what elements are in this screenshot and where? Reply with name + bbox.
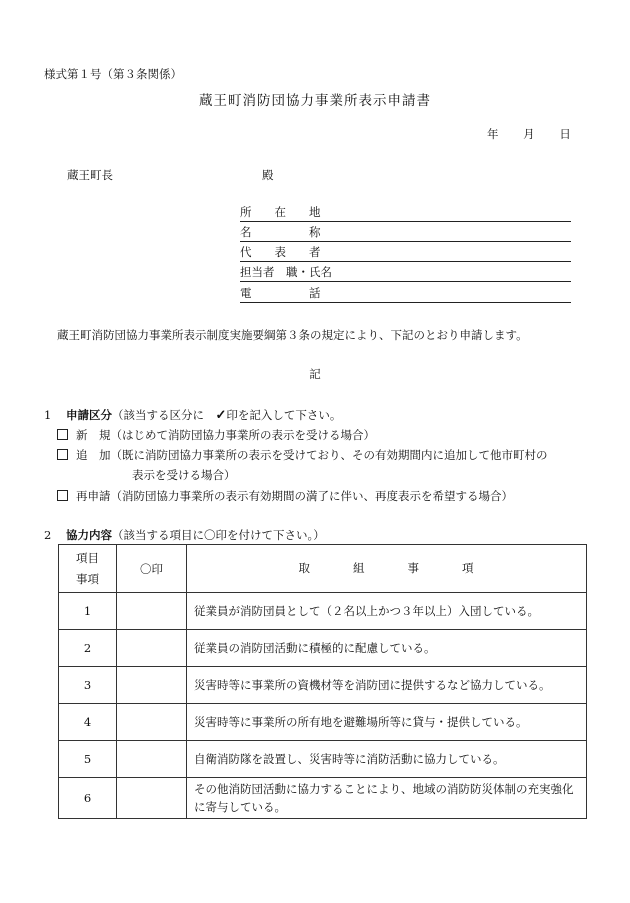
address-field[interactable] <box>240 202 571 222</box>
row-number: 1 <box>59 593 117 630</box>
company-name-label: 名 称 <box>240 225 321 239</box>
row-content: 災害時等に事業所の資機材等を消防団に提供するなど協力している。 <box>187 667 587 704</box>
check-mark-icon: ✓ <box>215 408 227 423</box>
header-content <box>187 545 587 593</box>
row-mark-cell[interactable] <box>117 704 187 741</box>
table-row <box>59 778 587 819</box>
checkbox-new[interactable] <box>57 429 68 440</box>
section2-heading <box>44 527 325 543</box>
row-mark-cell[interactable] <box>117 593 187 630</box>
table-row <box>59 593 587 630</box>
representative-label: 代 表 者 <box>240 245 321 259</box>
row-content: 従業員の消防団活動に積極的に配慮している。 <box>187 630 587 667</box>
table-row <box>59 630 587 667</box>
cooperation-table <box>58 544 587 819</box>
table-row <box>59 741 587 778</box>
option-new-label: 新 規 <box>76 428 111 442</box>
contact-person-label: 担当者 職・氏名 <box>240 265 332 279</box>
header-content-char: 事 <box>407 561 420 576</box>
header-item-line1: 項目 <box>76 550 99 565</box>
row-content: 自衛消防隊を設置し、災害時等に消防活動に協力している。 <box>187 741 587 778</box>
row-number: 5 <box>59 741 117 778</box>
section1-number: 1 <box>44 408 52 422</box>
ki-marker: 記 <box>309 367 321 381</box>
section1-title: 申請区分 <box>66 408 112 422</box>
row-mark-cell[interactable] <box>117 741 187 778</box>
option-add-label: 追 加 <box>76 448 111 462</box>
row-number: 2 <box>59 630 117 667</box>
section2-title: 協力内容 <box>66 528 112 542</box>
phone-field[interactable] <box>240 283 571 303</box>
table-header-row <box>59 545 587 593</box>
checkbox-reapply[interactable] <box>57 490 68 501</box>
row-mark-cell[interactable] <box>117 630 187 667</box>
header-item-line2: 事項 <box>76 571 99 586</box>
section2-note: （該当する項目に〇印を付けて下さい。） <box>112 528 325 542</box>
row-mark-cell[interactable] <box>117 667 187 704</box>
date-year: 年 <box>487 127 499 141</box>
option-add-desc: （既に消防団協力事業所の表示を受けており、その有効期間内に追加して他市町村の <box>110 448 548 462</box>
row-number: 4 <box>59 704 117 741</box>
option-add[interactable] <box>57 447 548 463</box>
row-content: その他消防団活動に協力することにより、地域の消防防災体制の充実強化に寄与している。 <box>187 778 587 819</box>
document-title: 蔵王町消防団協力事業所表示申請書 <box>199 93 431 109</box>
contact-person-field[interactable] <box>240 262 571 282</box>
header-mark: 〇印 <box>117 545 187 593</box>
company-name-field[interactable] <box>240 222 571 242</box>
table-row <box>59 704 587 741</box>
date-day: 日 <box>559 127 571 141</box>
section2-number: 2 <box>44 528 52 542</box>
option-new-desc: （はじめて消防団協力事業所の表示を受ける場合） <box>110 428 375 442</box>
header-content-char: 取 <box>298 561 311 576</box>
date-line <box>487 126 571 142</box>
address-label: 所 在 地 <box>240 205 321 219</box>
row-number: 6 <box>59 778 117 819</box>
header-content-char: 組 <box>353 561 366 576</box>
header-item <box>59 545 117 593</box>
representative-field[interactable] <box>240 242 571 262</box>
form-number: 様式第１号（第３条関係） <box>44 67 182 81</box>
row-number: 3 <box>59 667 117 704</box>
option-reapply[interactable] <box>57 488 513 504</box>
table-row <box>59 667 587 704</box>
row-content: 災害時等に事業所の所有地を避難場所等に貸与・提供している。 <box>187 704 587 741</box>
date-month: 月 <box>523 127 535 141</box>
option-new[interactable] <box>57 427 375 443</box>
section1-heading <box>44 407 341 423</box>
phone-label: 電 話 <box>240 286 321 300</box>
request-statement: 蔵王町消防団協力事業所表示制度実施要綱第３条の規定により、下記のとおり申請します。 <box>57 328 528 342</box>
row-mark-cell[interactable] <box>117 778 187 819</box>
header-content-char: 項 <box>462 561 475 576</box>
option-reapply-label: 再申請 <box>76 489 111 503</box>
checkbox-add[interactable] <box>57 449 68 460</box>
addressee: 蔵王町長 <box>67 168 113 182</box>
section1-note-after: 印を記入して下さい。 <box>226 408 342 422</box>
honorific: 殿 <box>262 168 274 182</box>
option-reapply-desc: （消防団協力事業所の表示有効期間の満了に伴い、再度表示を希望する場合） <box>110 489 513 503</box>
row-content: 従業員が消防団員として（２名以上かつ３年以上）入団している。 <box>187 593 587 630</box>
option-add-desc-continued: 表示を受ける場合） <box>132 468 236 482</box>
section1-note-before: （該当する区分に <box>112 408 216 422</box>
